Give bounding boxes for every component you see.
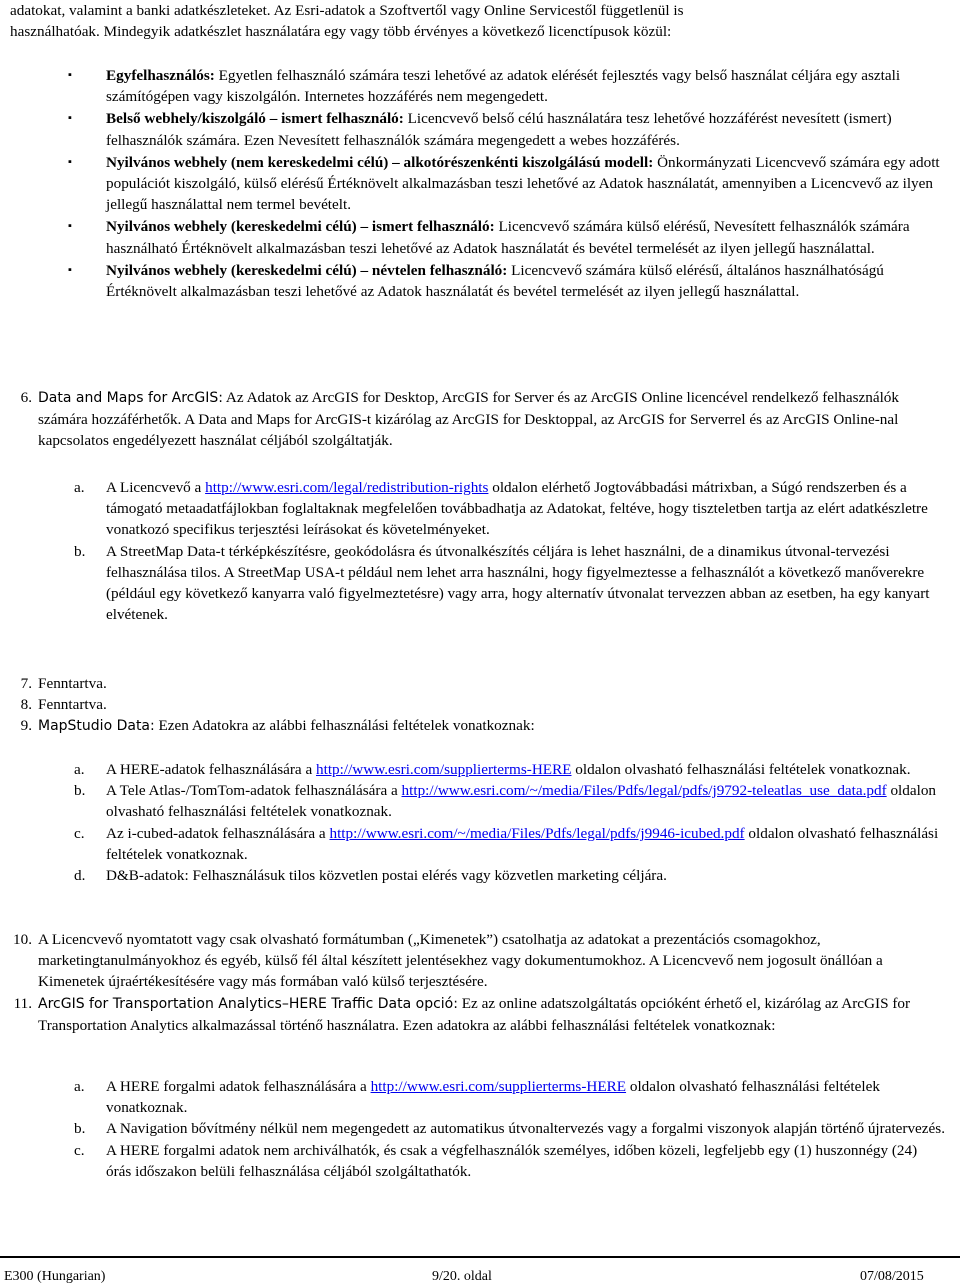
bullet-icon: ▪: [68, 263, 72, 276]
section-number: 8.: [20, 696, 32, 713]
sub-item-letter: b.: [74, 542, 86, 560]
bullet-icon: ▪: [68, 220, 72, 233]
license-type-list: [0, 65, 960, 303]
sub-item-letter: c.: [74, 1141, 85, 1159]
license-type-text: Önkormányzati Licencvevő számára egy adott populációt kiszolgáló, külső elérésű Értéknövelt alkalmazásban teszi lehetővé az Adatok használatát, amennyiben a Licencvevő az ilyen jellegű használattal nem termel bevételt.: [106, 153, 940, 214]
sub-item-letter: a.: [74, 479, 85, 496]
footer-divider: [0, 1256, 960, 1258]
section-7: [0, 673, 946, 694]
section-number: 10.: [13, 931, 32, 948]
sub-item-text: A HERE-adatok felhasználására a: [106, 761, 316, 778]
redistribution-rights-link[interactable]: http://www.esri.com/legal/redistribution-rights: [205, 479, 489, 496]
sub-item-text: Az i-cubed-adatok felhasználására a: [106, 824, 330, 842]
section-title: MapStudio Data:: [38, 718, 155, 734]
footer-page-number: 9/20. oldal: [432, 1269, 492, 1284]
sub-item: [0, 1140, 946, 1182]
sub-item-text: A Tele Atlas-/TomTom-adatok felhasználására a: [106, 782, 402, 800]
sub-item-text-after: oldalon olvasható felhasználási feltételek vonatkoznak.: [106, 1078, 880, 1117]
section-10: [0, 929, 946, 993]
sub-item-text: D&B-adatok: Felhasználásuk tilos közvetlen postai elérés vagy közvetlen marketing céljára.: [106, 867, 667, 885]
intro-paragraph: [10, 0, 940, 42]
section-11-sublist: [0, 1076, 960, 1182]
footer-date: 07/08/2015: [860, 1269, 924, 1284]
bullet-icon: ▪: [68, 112, 72, 125]
teleatlas-terms-link[interactable]: http://www.esri.com/~/media/Files/Pdfs/legal/pdfs/j9792-teleatlas_use_data.pdf: [401, 782, 887, 800]
section-text: Ezen Adatokra az alábbi felhasználási feltételek vonatkoznak:: [154, 717, 535, 734]
sub-item-text: A Navigation bővítmény nélkül nem megengedett az automatikus útvonaltervezés vagy a forgalmi viszonyok alapján történő újratervezés.: [106, 1120, 945, 1138]
bullet-icon: ▪: [68, 155, 72, 168]
sub-item: [0, 823, 946, 865]
section-number: 11.: [13, 995, 32, 1012]
sub-item: [0, 1118, 946, 1139]
license-type-title: Belső webhely/kiszolgáló – ismert felhasználó:: [106, 110, 404, 128]
license-type-text: Licencvevő számára külső elérésű, Nevesített felhasználók számára használható Értéknövelt alkalmazásban teszi lehetővé az Adatok használatát és bevétel termelését az ilyen jellegű használattal.: [106, 218, 910, 257]
sub-item-text-after: oldalon olvasható felhasználási feltételek vonatkoznak.: [106, 782, 937, 821]
license-type-item: [0, 260, 942, 302]
license-type-item: [0, 108, 942, 150]
section-number: 6.: [20, 389, 32, 406]
license-type-title: Nyilvános webhely (kereskedelmi célú) – névtelen felhasználó:: [106, 261, 508, 279]
intro-line-1: adatokat, valamint a banki adatkészleteket. Az Esri-adatok a Szoftvertől vagy Online Servicestől függetlenül is: [10, 2, 684, 19]
sub-item-text: A StreetMap Data-t térképkészítésre, geokódolásra és útvonalkészítés céljára is lehet használni, de a dinamikus útvonal-tervezési felhasználása tilos. A StreetMap USA-t például nem lehet arra használni, hogy figyelmeztesse a felhasználót a következő manőverekre (például egy következő kanyarra való figyelmeztetésre) vagy arra, hogy alternatív útvonalat tervezzen abban az esetben, ha egy kanyart elvétenek.: [106, 542, 930, 624]
section-text: A Licencvevő nyomtatott vagy csak olvasható formátumban („Kimenetek”) csatolhatja az adatokat a prezentációs csomagokhoz, marketingtanulmányokhoz és egyéb, külső fél által készített jelentésekhez vagy dokumentumokhoz. A Licencvevő nem jogosult önállóan a Kimenetek újraértékesítésére vagy más formában való külső terjesztésére.: [38, 931, 883, 991]
sub-item-letter: a.: [74, 1078, 85, 1095]
sub-item: [0, 759, 946, 780]
sub-item-letter: b.: [74, 1120, 86, 1138]
section-8: [0, 694, 946, 715]
section-title: Data and Maps for ArcGIS:: [38, 390, 223, 406]
license-type-title: Nyilvános webhely (nem kereskedelmi célú) – alkotórészenkénti kiszolgálású modell:: [106, 153, 654, 171]
sub-item-text: A HERE forgalmi adatok felhasználására a: [106, 1078, 371, 1095]
sub-item: [0, 477, 946, 541]
license-type-text: Egyetlen felhasználó számára teszi lehetővé az adatok elérését fejlesztés vagy belső használat céljára egy asztali számítógépen vagy kiszolgálón. Internetes hozzáférés nem megengedett.: [106, 67, 901, 106]
license-type-item: [0, 65, 942, 107]
here-traffic-terms-link[interactable]: http://www.esri.com/supplierterms-HERE: [370, 1078, 627, 1095]
section-11: [0, 993, 946, 1036]
section-title: ArcGIS for Transportation Analytics–HERE Traffic Data opció:: [38, 996, 458, 1012]
section-text: Fenntartva.: [38, 675, 107, 692]
section-number: 9.: [20, 717, 32, 734]
bullet-icon: ▪: [68, 69, 72, 81]
sub-item-letter: b.: [74, 782, 86, 800]
license-type-text: Licencvevő számára külső elérésű, általános használhatóságú Értéknövelt alkalmazásban teszi lehetővé az Adatok használatát és bevétel termelését az ilyen jellegű használattal.: [106, 261, 884, 301]
section-text: Fenntartva.: [38, 696, 107, 713]
license-type-title: Nyilvános webhely (kereskedelmi célú) – ismert felhasználó:: [106, 218, 495, 236]
intro-line-2: használhatóak. Mindegyik adatkészlet használatára egy vagy több érvényes a következő licenctípusok közül:: [10, 23, 672, 41]
license-type-text: Licencvevő belső célú használatára tesz lehetővé hozzáférést nevesített (ismert) felhasználók számára. Ezen Nevesített felhasználók számára megengedett a webes hozzáférés.: [106, 110, 892, 149]
license-type-item: [0, 152, 942, 216]
sub-item-letter: c.: [74, 824, 85, 842]
footer-document-code: E300 (Hungarian): [4, 1269, 106, 1284]
sub-item-text: A Licencvevő a: [106, 479, 206, 496]
sub-item: [0, 865, 946, 886]
section-text: Ez az online adatszolgáltatás opcióként érhető el, kizárólag az ArcGIS for Transportation Analytics alkalmazással történő használatra. Ezen adatokra az alábbi felhasználási feltételek vonatkoznak:: [38, 995, 911, 1035]
section-6-sublist: [0, 477, 960, 625]
sub-item-text-after: oldalon elérhető Jogtovábbadási mátrixban, a Súgó rendszerben és a támogató metaadatfájlokban foglaltaknak megfelelően továbbadhatja az Adatokat, feltéve, hogy tiszteletben tartja az elért adatkészletre vonatkozó specifikus terjesztési leírásokat és követelményeket.: [106, 479, 928, 539]
sub-item: [0, 541, 946, 626]
section-text: Az Adatok az ArcGIS for Desktop, ArcGIS for Server és az ArcGIS Online licencével rendelkező felhasználók számára hozzáférhetők. A Data and Maps for ArcGIS-t kizárólag az ArcGIS for Desktoppal, az ArcGIS for Serverrel és az ArcGIS Online-nal kapcsolatos engedélyezett használat céljából szolgáltatják.: [38, 389, 899, 450]
section-9: [0, 715, 946, 737]
sub-item-letter: a.: [74, 761, 85, 778]
sub-item-text-after: oldalon olvasható felhasználási feltételek vonatkoznak.: [106, 824, 939, 863]
section-9-sublist: [0, 759, 960, 886]
license-type-title: Egyfelhasználós:: [106, 67, 215, 84]
sub-item-text: A HERE forgalmi adatok nem archiválhatók, és csak a végfelhasználók személyes, időben közeli, legfeljebb egy (1) huszonnégy (24) órás időszakon belüli felhasználása céljából szolgáltathatók.: [106, 1141, 918, 1180]
sub-item-text-after: oldalon olvasható felhasználási feltételek vonatkoznak.: [571, 761, 911, 778]
license-type-item: [0, 216, 942, 258]
icubed-terms-link[interactable]: http://www.esri.com/~/media/Files/Pdfs/legal/pdfs/j9946-icubed.pdf: [329, 824, 745, 842]
sub-item: [0, 780, 946, 822]
sub-item-letter: d.: [74, 867, 86, 885]
section-6: [0, 387, 946, 452]
here-terms-link[interactable]: http://www.esri.com/supplierterms-HERE: [316, 761, 572, 778]
sub-item: [0, 1076, 946, 1118]
section-number: 7.: [20, 675, 32, 692]
